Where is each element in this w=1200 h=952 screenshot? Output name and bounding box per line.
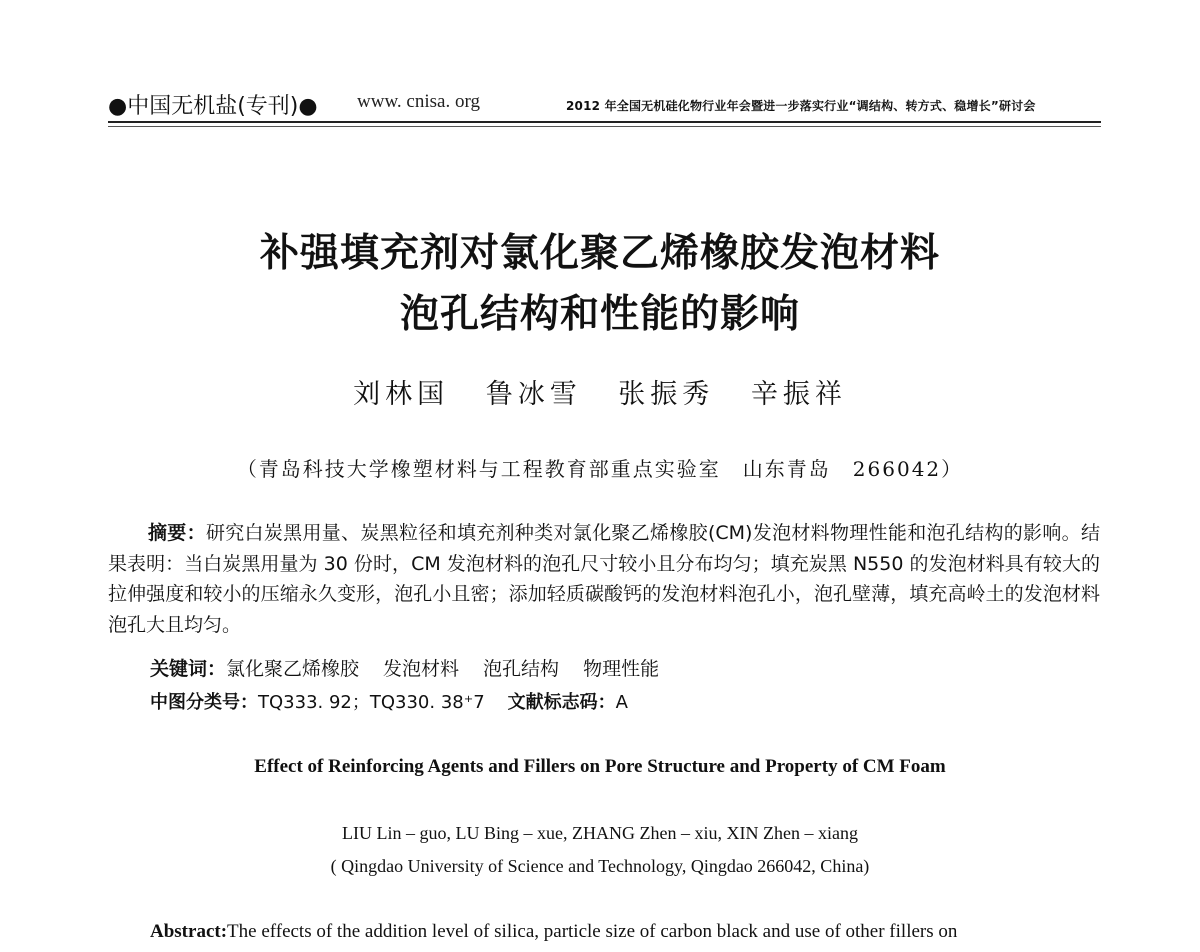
classification-label: 中图分类号：	[150, 692, 258, 713]
keyword: 发泡材料	[383, 658, 460, 680]
english-title: Effect of Reinforcing Agents and Fillers on Pore Structure and Property of CM Foam	[254, 756, 946, 777]
paper-title-line1: 补强填充剂对氯化聚乙烯橡胶发泡材料	[259, 230, 940, 276]
header-rule	[108, 121, 1101, 123]
author-list-cn	[0, 372, 1200, 411]
english-affiliation: ( Qingdao University of Science and Technology, Qingdao 266042, China)	[330, 856, 870, 876]
author-name: 鲁冰雪	[485, 379, 582, 410]
header-rule-thin	[108, 126, 1101, 127]
keyword: 物理性能	[583, 658, 660, 680]
author-name: 张振秀	[618, 379, 715, 410]
english-abstract-text: The effects of the addition level of silica, particle size of carbon black and use of other fillers on	[227, 921, 958, 942]
classification-line	[150, 688, 628, 714]
document-code-value: A	[615, 692, 628, 713]
abstract-cn-text: 研究白炭黑用量、炭黑粒径和填充剂种类对氯化聚乙烯橡胶(CM)发泡材料物理性能和泡孔结构的影响。结果表明：当白炭黑用量为 30 份时，CM 发泡材料的泡孔尺寸较小且分布均匀；填充炭黑 N550 的发泡材料具有较大的拉伸强度和较小的压缩永久变形，泡孔小且密；添加轻质碳酸钙的发泡材料泡孔小，泡孔壁薄，填充高岭土的发泡材料泡孔大且均匀。	[108, 522, 1100, 636]
document-code-label: 文献标志码：	[507, 692, 616, 713]
english-abstract	[150, 921, 957, 943]
affiliation-cn: （青岛科技大学橡塑材料与工程教育部重点实验室 山东青岛 266042）	[236, 457, 964, 481]
abstract-cn-label: 摘要：	[148, 522, 206, 544]
journal-url: www. cnisa. org	[357, 91, 480, 112]
paper-title-line2: 泡孔结构和性能的影响	[399, 291, 800, 337]
keywords-cn	[150, 654, 683, 681]
keyword: 氯化聚乙烯橡胶	[226, 658, 360, 680]
author-name: 刘林国	[353, 379, 450, 410]
keyword: 泡孔结构	[483, 658, 560, 680]
conference-title: 2012 年全国无机硅化物行业年会暨进一步落实行业“调结构、转方式、稳增长”研讨会	[566, 99, 1036, 113]
journal-name: ●中国无机盐(专刊)●	[108, 94, 318, 119]
abstract-cn	[108, 518, 1100, 640]
keywords-label: 关键词：	[150, 658, 227, 680]
english-authors: LIU Lin – guo, LU Bing – xue, ZHANG Zhen – xiu, XIN Zhen – xiang	[342, 823, 858, 843]
classification-value: TQ333. 92；TQ330. 38⁺7	[258, 692, 485, 713]
author-name: 辛振祥	[750, 379, 847, 410]
english-abstract-label: Abstract:	[150, 921, 228, 942]
